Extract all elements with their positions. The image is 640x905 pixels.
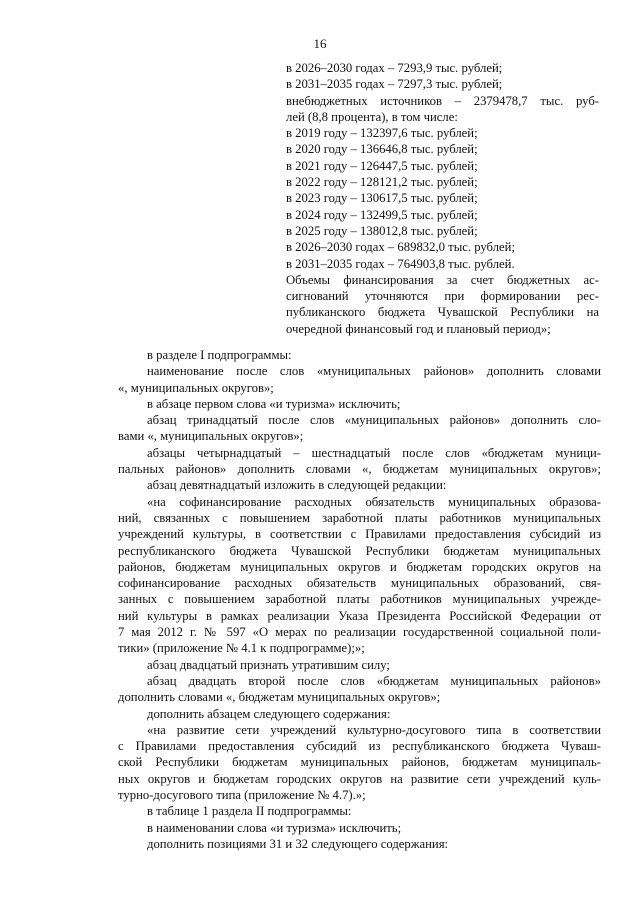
text-line: в 2022 году – 128121,2 тыс. рублей; [286,175,478,190]
text-line: в разделе I подпрограммы: [147,348,292,362]
text-line: в 2031–2035 годах – 764903,8 тыс. рублей. [286,256,515,271]
text-line: 7 мая 2012 г. № 597 «О мерах по реализации государственной социальной поли- [118,625,601,640]
text-line: республиканского бюджета Чувашской Республики бюджетам муниципальных [118,543,601,558]
text-line: в 2023 году – 130617,5 тыс. рублей; [286,191,478,206]
text-line: в наименовании слова «и туризма» исключить; [147,820,402,835]
text-line: в абзаце первом слова «и туризма» исключить; [147,396,401,411]
text-line: ний культуры в рамках реализации Указа Президента Российской Федерации от [118,608,601,623]
page-number: 16 [313,36,327,51]
text-line: софинансирование расходных обязательств муниципальных образований, свя- [118,576,601,591]
text-line: сигнований уточняются при формировании рес- [286,289,599,304]
text-line: абзац двадцать второй после слов «бюджетам муниципальных районов» [147,673,601,688]
funding-passport-block [286,60,599,337]
text-line: внебюджетных источников – 2379478,7 тыс. руб- [286,93,599,108]
text-line: в 2019 году – 132397,6 тыс. рублей; [286,126,478,141]
text-line: в 2031–2035 годах – 7297,3 тыс. рублей; [286,77,503,92]
text-line: в 2020 году – 136646,8 тыс. рублей; [286,142,478,157]
text-line: наименование после слов «муниципальных районов» дополнить словами [147,364,601,379]
text-line: лей (8,8 процента), в том числе: [286,109,458,124]
text-line: в таблице 1 раздела II подпрограммы: [147,804,352,819]
text-line: учреждений культуры, в соответствии с Правилами предоставления субсидий из [118,527,601,542]
text-line: абзац девятнадцатый изложить в следующей редакции: [147,478,447,493]
text-line: дополнить словами «, бюджетам муниципальных округов»; [118,690,441,705]
text-line: турно-досугового типа (приложение № 4.7).»; [118,788,366,803]
text-line: абзац тринадцатый после слов «муниципальных районов» дополнить сло- [147,413,601,428]
text-line: Объемы финансирования за счет бюджетных ас- [286,272,599,287]
text-line: «на софинансирование расходных обязательств муниципальных образова- [147,494,601,509]
text-line: «, муниципальных округов»; [118,380,274,395]
main-body-text [118,347,601,852]
text-line: ных округов и бюджетам городских округов на развитие сети учреждений куль- [118,771,601,786]
text-line: районов, бюджетам муниципальных округов и бюджетам городских округов на [118,559,601,574]
text-line: пальных районов» дополнить словами «, бюджетам муниципальных округов»; [118,462,601,477]
text-line: публиканского бюджета Чувашской Республики на [286,305,599,320]
text-line: абзац двадцатый признать утратившим силу; [147,657,390,672]
text-line: в 2025 году – 138012,8 тыс. рублей; [286,223,478,238]
text-line: вами «, муниципальных округов»; [118,429,304,444]
text-line: в 2026–2030 годах – 7293,9 тыс. рублей; [286,61,503,75]
text-line: «на развитие сети учреждений культурно-досугового типа в соответствии [147,722,601,737]
text-line: дополнить позициями 31 и 32 следующего содержания: [147,836,449,851]
text-line: в 2024 году – 132499,5 тыс. рублей; [286,207,478,222]
text-line: ний, связанных с повышением заработной платы работников муниципальных [118,510,601,525]
text-line: занных с повышением заработной платы работников муниципальных учрежде- [118,592,601,607]
text-line: тики» (приложение № 4.1 к подпрограмме);»; [118,641,365,656]
text-line: дополнить абзацем следующего содержания: [147,706,391,721]
text-line: в 2026–2030 годах – 689832,0 тыс. рублей; [286,240,515,255]
text-line: в 2021 году – 126447,5 тыс. рублей; [286,158,478,173]
text-line: с Правилами предоставления субсидий из республиканского бюджета Чуваш- [118,739,601,754]
text-line: абзацы четырнадцатый – шестнадцатый после слов «бюджетам муници- [147,445,601,460]
text-line: ской Республики бюджетам муниципальных районов, бюджетам муниципаль- [118,755,601,770]
text-line: очередной финансовый год и плановый период»; [286,321,551,336]
